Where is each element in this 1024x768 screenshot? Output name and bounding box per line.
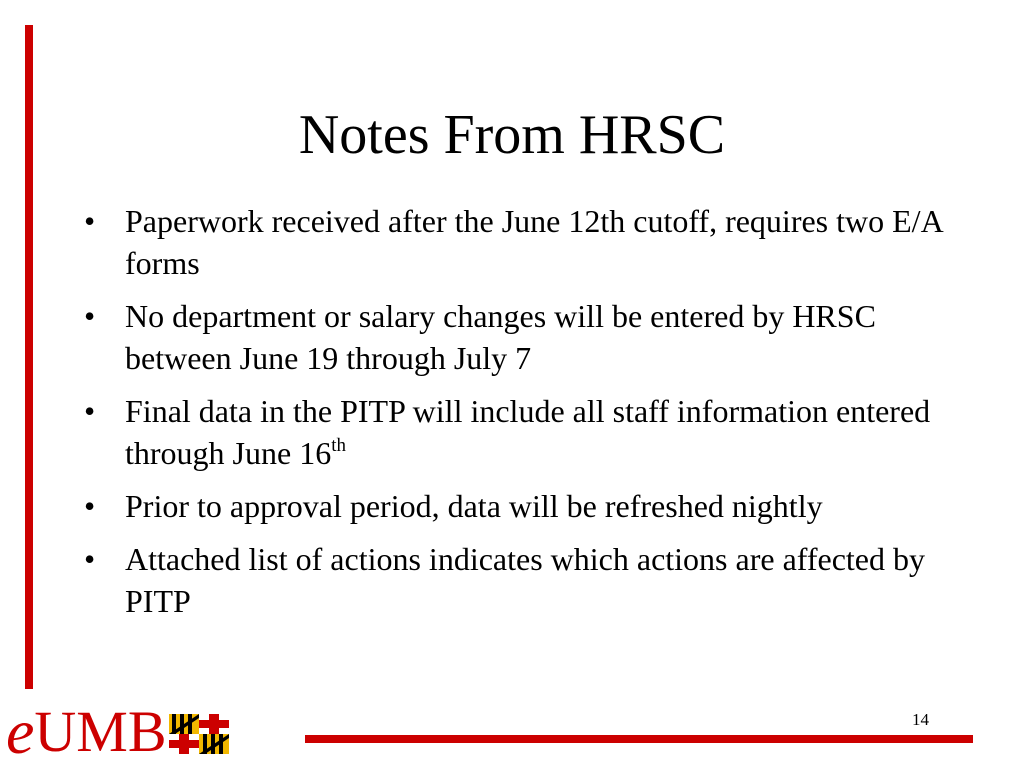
bullet-item [84,390,964,474]
bullet-item [84,200,964,284]
bullet-icon: • [84,541,96,577]
eumb-logo [6,694,229,767]
bullet-text: Prior to approval period, data will be refreshed nightly [125,488,823,524]
bullet-item [84,295,964,379]
maryland-flag-icon [169,714,229,754]
bullet-text: Final data in the PITP will include all staff information entered through June 16 [125,393,931,471]
bullet-text: No department or salary changes will be entered by HRSC between June 19 through July 7 [125,298,876,376]
bullet-icon: • [84,298,96,334]
bullet-icon: • [84,393,96,429]
footer-accent-bar [305,735,973,743]
bullet-superscript: th [331,435,346,456]
bullet-item [84,538,964,622]
slide-title: Notes From HRSC [298,104,726,166]
bullet-text: Attached list of actions indicates which actions are affected by PITP [125,541,925,619]
logo-name: UMB [34,699,167,764]
bullet-text: Paperwork received after the June 12th cutoff, requires two E/A forms [125,203,942,281]
bullet-item [84,485,964,527]
bullet-list [84,200,964,633]
bullet-icon: • [84,488,96,524]
page-number: 14 [912,710,929,729]
logo-prefix: e [6,696,35,767]
bullet-icon: • [84,203,96,239]
